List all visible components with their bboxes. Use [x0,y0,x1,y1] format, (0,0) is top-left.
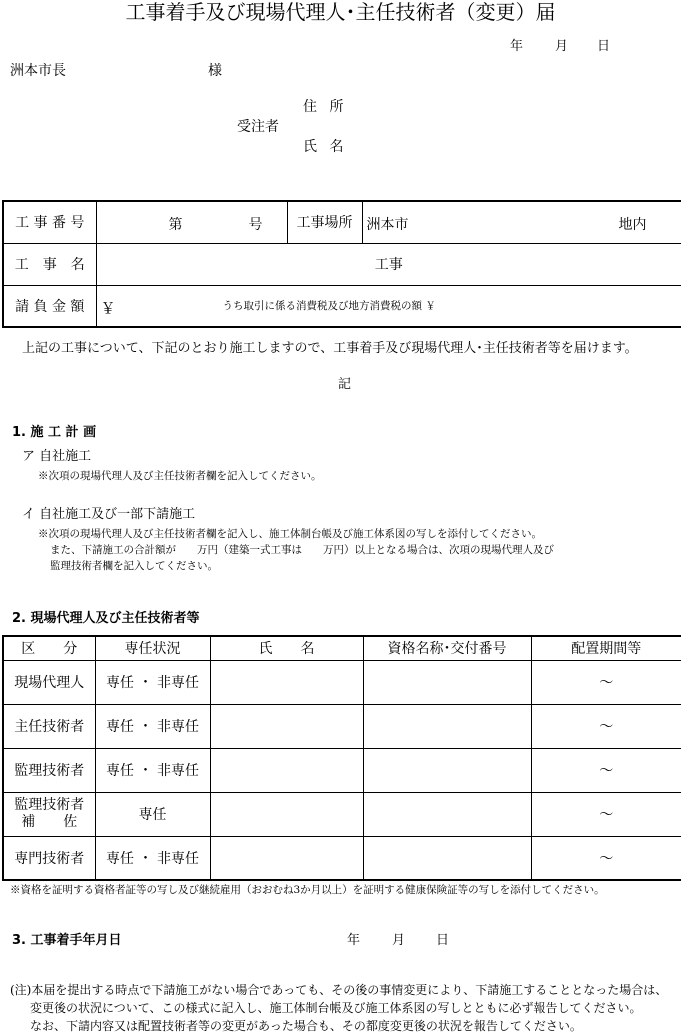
row-period[interactable]: ～ [531,748,681,792]
section3-heading: 3. 工事着手年月日 [12,933,122,948]
personnel-header-row [3,636,681,660]
date-month-label: 月 [555,39,569,54]
intro-text: 上記の工事について、下記のとおり施工しますので、工事着手及び現場代理人･主任技術者等を届けます。 [22,341,638,356]
site-field[interactable] [362,201,681,243]
start-date-month: 月 [392,933,406,948]
contract-amount-field[interactable] [96,285,681,327]
date-year-label: 年 [510,39,524,54]
section1-option-a-note: ※次項の現場代理人及び主任技術者欄を記入してください。 [38,470,322,482]
header-status: 専任状況 [95,636,210,660]
project-name-suffix: 工事 [374,257,403,273]
site-suffix: 地内 [618,217,647,233]
row-status[interactable]: 専任 ・ 非専任 [95,660,210,704]
section2-heading: 2. 現場代理人及び主任技術者等 [12,611,200,626]
row-category: 主任技術者 [3,704,95,748]
row-category: 現場代理人 [3,660,95,704]
row-qualification-field[interactable] [363,792,531,836]
footer-note-line3: なお、下請内容又は配置技術者等の変更があった場合も、その都度変更後の状況を報告してください。 [30,1019,582,1033]
start-date-day: 日 [436,933,450,948]
personnel-row-site-agent [3,660,681,704]
project-name-label: 工 事 名 [3,243,96,285]
project-name-row [3,243,681,285]
row-status[interactable]: 専任 ・ 非専任 [95,704,210,748]
contractor-label: 受注者 [237,119,279,135]
form-title: 工事着手及び現場代理人･主任技術者（変更）届 [125,0,556,24]
header-qualification: 資格名称･交付番号 [363,636,531,660]
row-period[interactable]: ～ [531,660,681,704]
section1-option-a: ア 自社施工 [22,449,92,464]
section1-option-i-note2: また、下請施工の合計額が 万円（建築一式工事は 万円）以上となる場合は、次項の現場代理人及び [50,544,554,556]
site-city: 洲本市 [366,217,409,233]
project-number-row [3,201,681,243]
personnel-table [2,635,681,881]
contract-amount-yen: ￥ [100,298,116,317]
row-status[interactable]: 専任 [95,792,210,836]
personnel-row-supervising-assistant [3,792,681,836]
row-category: 監理技術者補 佐 [3,792,95,836]
addressee-sama: 様 [208,63,222,79]
project-number-field[interactable] [96,201,287,243]
row-qualification-field[interactable] [363,704,531,748]
row-category: 監理技術者 [3,748,95,792]
date-day-label: 日 [597,39,611,54]
row-name-field[interactable] [210,748,363,792]
header-category: 区 分 [3,636,95,660]
tax-amount-note: うち取引に係る消費税及び地方消費税の額 ￥ [222,299,436,312]
row-status[interactable]: 専任 ・ 非専任 [95,748,210,792]
ki-label: 記 [338,377,352,392]
row-category: 専門技術者 [3,836,95,880]
row-qualification-field[interactable] [363,660,531,704]
contract-amount-label: 請 負 金 額 [3,285,96,327]
contractor-address-label: 住 所 [303,99,348,115]
row-name-field[interactable] [210,792,363,836]
personnel-row-chief-engineer [3,704,681,748]
section1-heading: 1. 施 工 計 画 [12,425,97,440]
footer-note-line2: 変更後の状況について、この様式に記入し、施工体制台帳及び施工体系図の写しとともに必ず報告してください。 [30,1001,642,1015]
addressee-mayor: 洲本市長 [10,63,66,79]
project-info-table [2,200,681,328]
project-number-label: 工 事 番 号 [3,201,96,243]
project-number-go: 号 [248,217,263,233]
footer-note-line1: (注)本届を提出する時点で下請施工がない場合であっても、その後の事情変更により、下請施工することとなった場合は、 [10,983,668,997]
section2-note: ※資格を証明する資格者証等の写し及び継続雇用（おおむね3か月以上）を証明する健康保険証等の写しを添付してください。 [10,884,605,896]
row-period[interactable]: ～ [531,704,681,748]
row-status[interactable]: 専任 ・ 非専任 [95,836,210,880]
project-number-dai: 第 [168,217,183,233]
section1-option-i: イ 自社施工及び一部下請施工 [22,507,196,522]
row-name-field[interactable] [210,660,363,704]
start-date-year: 年 [347,933,361,948]
contract-amount-row [3,285,681,327]
section1-option-i-note1: ※次項の現場代理人及び主任技術者欄を記入し、施工体制台帳及び施工体系図の写しを添付してください。 [38,528,542,540]
header-name: 氏 名 [210,636,363,660]
personnel-row-specialist-engineer [3,836,681,880]
personnel-row-supervising-engineer [3,748,681,792]
row-period[interactable]: ～ [531,792,681,836]
row-name-field[interactable] [210,704,363,748]
row-qualification-field[interactable] [363,748,531,792]
row-qualification-field[interactable] [363,836,531,880]
contractor-name-label: 氏 名 [303,139,348,155]
row-period[interactable]: ～ [531,836,681,880]
site-label: 工事場所 [287,201,362,243]
row-name-field[interactable] [210,836,363,880]
header-period: 配置期間等 [531,636,681,660]
section1-option-i-note3: 監理技術者欄を記入してください。 [50,560,218,572]
project-name-field[interactable] [96,243,681,285]
